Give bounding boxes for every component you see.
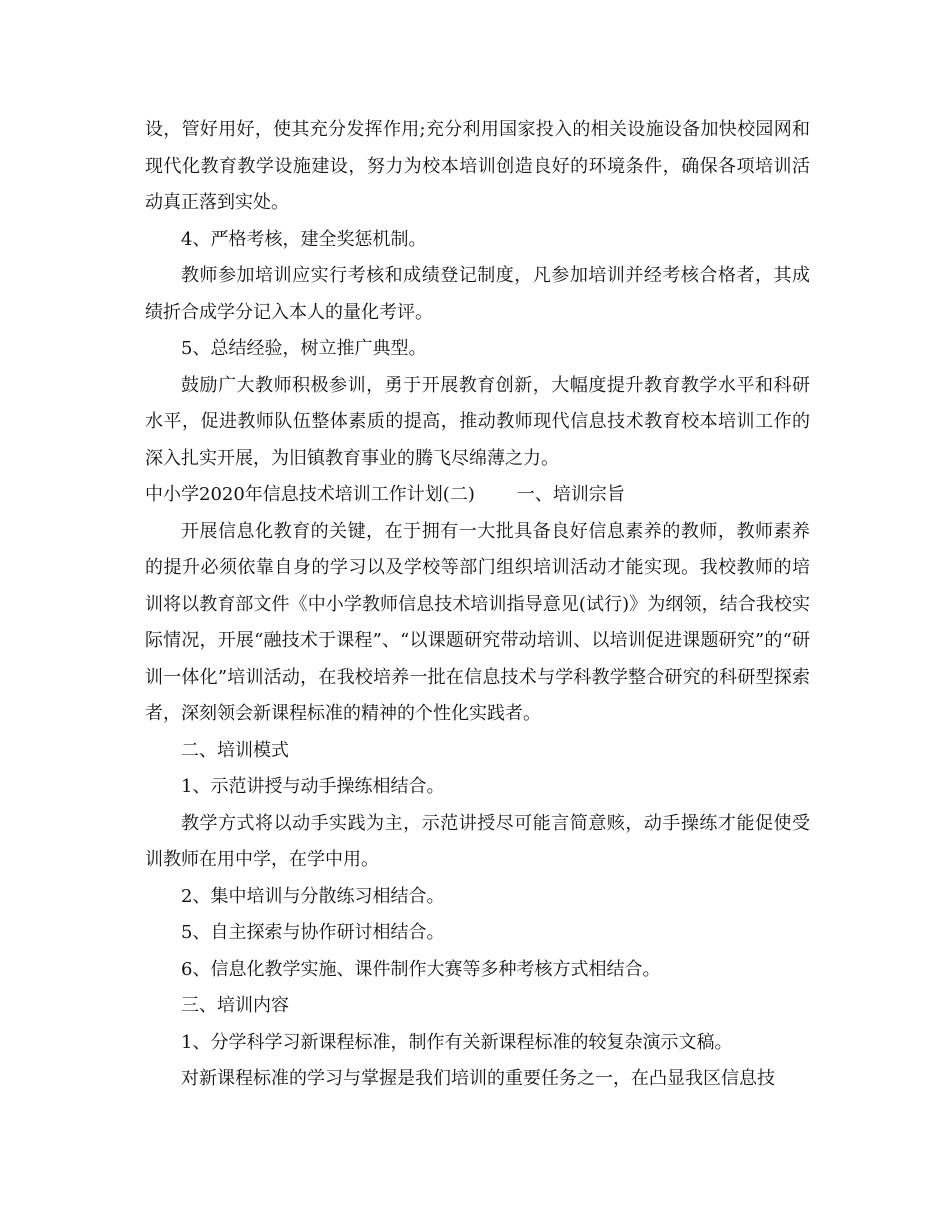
heading-mode-6: 6、信息化教学实施、课件制作大赛等多种考核方式相结合。 (181, 958, 661, 980)
paragraph-facilities: 设，管好用好，使其充分发挥作用;充分利用国家投入的相关设施设备加快校园网和现代化教育教学设施建设，努力为校本培训创造良好的环境条件，确保各项培训活动真正落到实处。 (145, 119, 810, 213)
heading-assessment: 4、严格考核，建全奖惩机制。 (181, 228, 427, 250)
paragraph-mode-1: 教学方式将以动手实践为主，示范讲授尽可能言简意赅，动手操练才能促使受训教师在用中学，在学中用。 (145, 812, 810, 870)
heading-content-1: 1、分学科学习新课程标准，制作有关新课程标准的较复杂演示文稿。 (181, 1031, 733, 1053)
heading-mode-5: 5、自主探索与协作研讨相结合。 (181, 922, 445, 943)
heading-mode-2: 2、集中培训与分散练习相结合。 (181, 885, 445, 907)
section-first-heading: 一、培训宗旨 (516, 484, 625, 505)
paragraph-purpose: 开展信息化教育的关键，在于拥有一大批具备良好信息素养的教师，教师素养的提升必须依靠自身的学习以及学校等部门组织培训活动才能实现。我校教师的培训将以教育部文件《中小学教师信息技术培训指导意见(试行)》为纲领，结合我校实际情况，开展“融技术于课程”、“以课题研究带动培训、以培训促进课题研究”的“研训一体化”培训活动，在我校培养一批在信息技术与学科教学整合研究的科研型探索者，深刻领会新课程标准的精神的个性化实践者。 (145, 520, 810, 724)
paragraph-content-1: 对新课程标准的学习与掌握是我们培训的重要任务之一，在凸显我区信息技 (181, 1068, 775, 1089)
heading-training-mode: 二、培训模式 (181, 739, 289, 761)
heading-experience: 5、总结经验，树立推广典型。 (181, 338, 427, 359)
heading-mode-1: 1、示范讲授与动手操练相结合。 (181, 776, 445, 797)
document-body (145, 112, 810, 1098)
paragraph-assessment: 教师参加培训应实行考核和成绩登记制度，凡参加培训并经考核合格者，其成绩折合成学分记入本人的量化考评。 (145, 265, 810, 323)
paragraph-experience: 鼓励广大教师积极参训，勇于开展教育创新，大幅度提升教育教学水平和科研水平，促进教师队伍整体素质的提高，推动教师现代信息技术教育校本培训工作的深入扎实开展，为旧镇教育事业的腾飞尽绵薄之力。 (145, 374, 810, 469)
section-title-line (145, 477, 810, 514)
section-title: 中小学2020年信息技术培训工作计划(二) (145, 484, 475, 505)
heading-training-content: 三、培训内容 (181, 995, 289, 1016)
